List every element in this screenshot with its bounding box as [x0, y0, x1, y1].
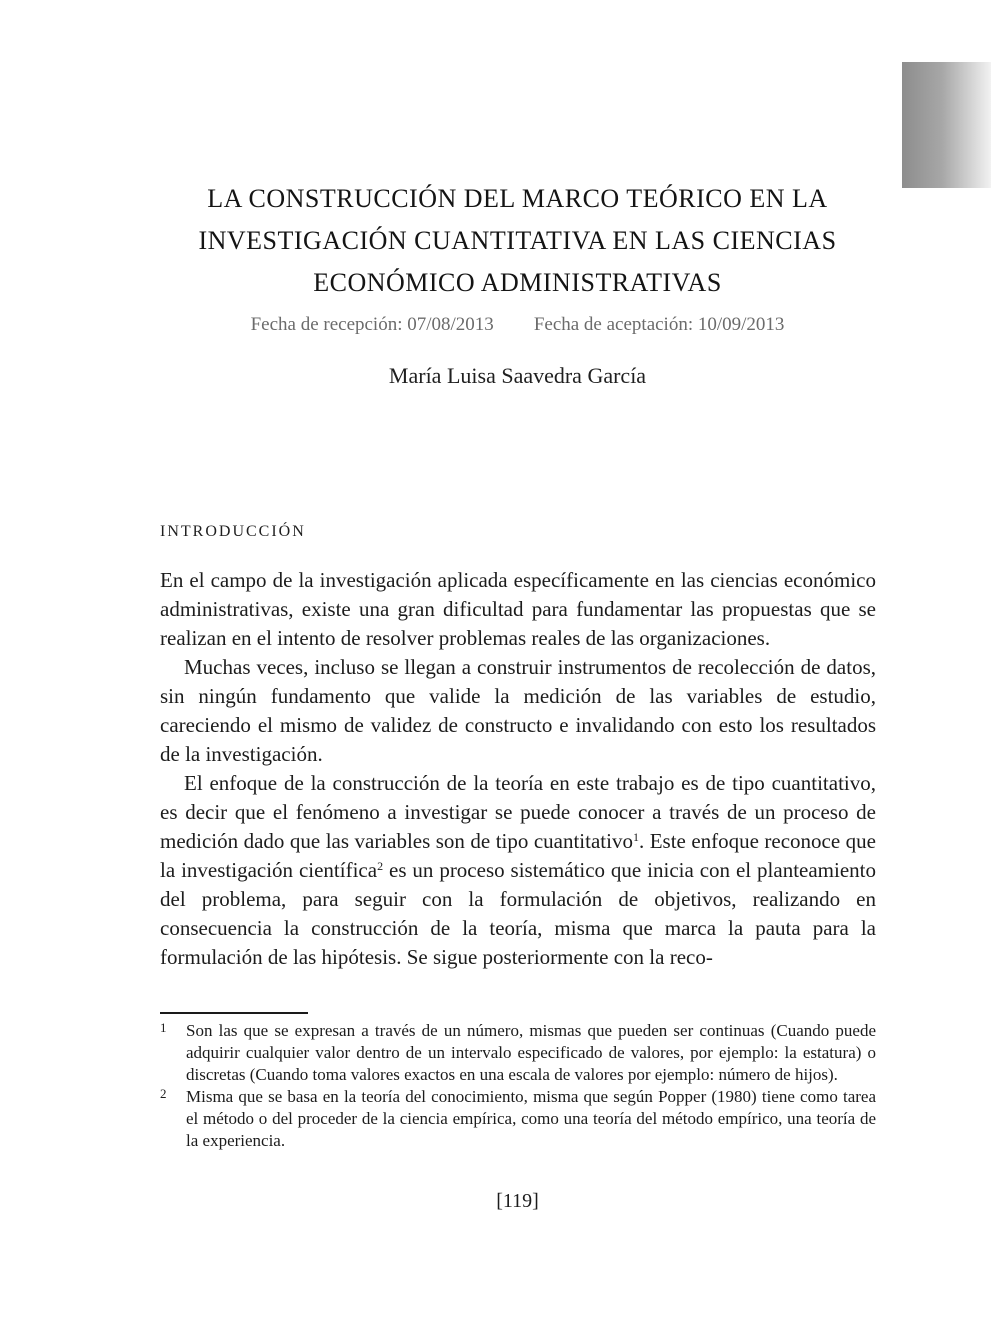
- introduction-heading: INTRODUCCIÓN: [160, 523, 306, 540]
- page-number: [119]: [496, 1190, 539, 1212]
- footnote-ref-1: 1: [632, 830, 639, 844]
- paragraph-2: Muchas veces, incluso se llegan a construir instrumentos de recolección de datos, sin ningún fundamento que valide la medición de las variables de estudio, careciendo el mismo de validez de constructo e invalidando con esto los resultados de la investigación.: [160, 655, 876, 766]
- paragraph-3-text-end: es un proceso sistemático que inicia con el planteamiento del problema, para seguir con la formulación de objetivos, realizando en consecuencia la construcción de la teoría, misma que marca la pauta para la formulación de las hipótesis. Se sigue posteriormente con la reco-: [160, 858, 876, 969]
- article-title-line-2: INVESTIGACIÓN CUANTITATIVA EN LAS CIENCIAS: [198, 226, 837, 255]
- footnote-separator-rule: [160, 1012, 308, 1014]
- footnote-ref-2: 2: [377, 859, 384, 873]
- article-body: [160, 566, 876, 972]
- article-title-line-1: LA CONSTRUCCIÓN DEL MARCO TEÓRICO EN LA: [207, 184, 828, 213]
- footnote-2-text: Misma que se basa en la teoría del conocimiento, misma que según Popper (1980) tiene como tarea el método o del proceder de la ciencia empírica, como una teoría del método empírico, una teoría de la experiencia.: [186, 1087, 876, 1150]
- footnotes-section: [160, 1012, 876, 1152]
- footnote-1-text: Son las que se expresan a través de un número, mismas que pueden ser continuas (Cuando puede adquirir cualquier valor dentro de un intervalo especificado de valores, por ejemplo: la estatura) o discretas (Cuando toma valores exactos en una escala de valores por ejemplo: número de hijos).: [186, 1021, 876, 1084]
- paragraph-3-text: El enfoque de la construcción de la teoría en este trabajo es de tipo cuantitativo, es decir que el fenómeno a investigar se puede conocer a través de un proceso de medición dado que las variables son de tipo cuantitativo: [160, 771, 876, 853]
- article-title: [150, 178, 885, 304]
- paragraph-1: En el campo de la investigación aplicada específicamente en las ciencias económico administrativas, existe una gran dificultad para fundamentar las propuestas que se realizan en el intento de resolver problemas reales de las organizaciones.: [160, 568, 876, 650]
- paragraph-3-text-middle: . Este enfoque reconoce que la investigación científica: [160, 829, 876, 882]
- footnote-1-number: 1: [160, 1020, 167, 1035]
- corner-gradient-decoration: [902, 62, 991, 188]
- footnote-2: [160, 1086, 876, 1152]
- submission-dates: [150, 314, 885, 336]
- paragraph-3: [160, 769, 876, 972]
- footnote-2-number: 2: [160, 1086, 167, 1101]
- author-name: María Luisa Saavedra García: [388, 363, 647, 388]
- footnote-1: [160, 1020, 876, 1086]
- reception-date: Fecha de recepción: 07/08/2013: [250, 314, 494, 335]
- article-title-line-3: ECONÓMICO ADMINISTRATIVAS: [313, 268, 722, 297]
- acceptance-date: Fecha de aceptación: 10/09/2013: [533, 314, 785, 335]
